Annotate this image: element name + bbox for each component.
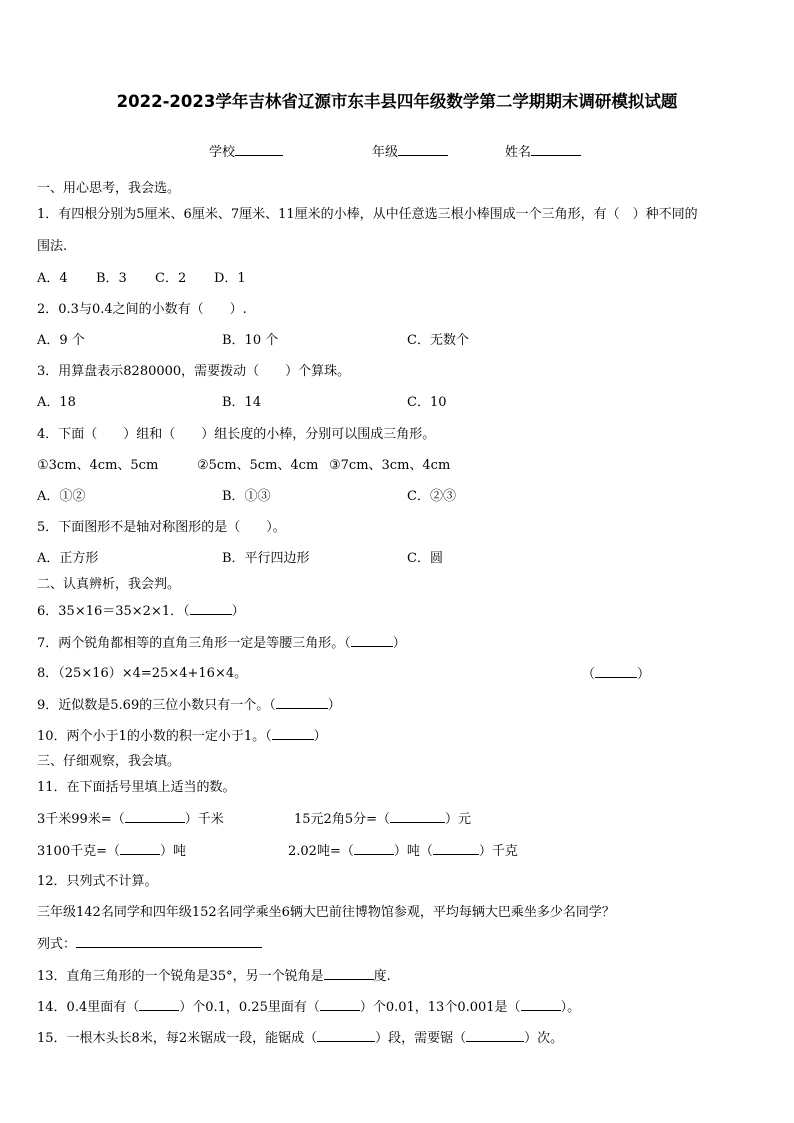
q14-part-c: ）个0.01，13个0.001是（ (359, 1000, 521, 1015)
q8-close: ） (637, 667, 651, 682)
q11-item-c (37, 843, 186, 860)
q3-text: 3．用算盘表示8280000，需要拨动（ ）个算珠。 (37, 364, 351, 379)
q11-item-d (288, 843, 518, 860)
q10-close: ） (313, 729, 327, 744)
q11-c-post: ）吨 (159, 844, 186, 859)
q11-c-blank (120, 843, 160, 855)
name-blank (531, 143, 581, 156)
q10-blank (272, 728, 314, 740)
q12-answer-line (37, 936, 262, 953)
q4-option-b: B．①③ (222, 489, 271, 504)
q14-blank-2 (320, 999, 360, 1011)
q4-text: 4．下面（ ）组和（ ）组长度的小棒，分别可以围成三角形。 (37, 427, 436, 442)
school-label: 学校 (209, 145, 236, 160)
q5-option-a: A．正方形 (37, 551, 99, 566)
q14-part-d: ）。 (560, 1000, 581, 1015)
q14-part-b: ）个0.1，0.25里面有（ (179, 1000, 320, 1015)
grade-label: 年级 (372, 145, 399, 160)
q13-blank (324, 968, 374, 980)
q11-c-pre: 3100千克=（ (37, 844, 120, 859)
section-3-heading: 三、仔细观察，我会填。 (37, 754, 181, 769)
q8-text: 8．（25×16）×4=25×4+16×4。 (37, 666, 248, 681)
q6-line (37, 603, 245, 620)
q11-a-post: ）千米 (184, 812, 224, 827)
q4-group-1: ①3cm、4cm、5cm (37, 458, 159, 473)
q12-problem: 三年级142名同学和四年级152名同学乘坐6辆大巴前往博物馆参观，平均每辆大巴乘坐多少名同学？ (37, 905, 615, 920)
q14-line (37, 999, 580, 1016)
q6-text: 6．35×16＝35×2×1．（ (37, 604, 190, 619)
q12-answer-blank (76, 936, 262, 948)
q1-option-b: B．3 (96, 271, 127, 286)
name-field (505, 141, 581, 160)
q1-line1: 1．有四根分别为5厘米、6厘米、7厘米、11厘米的小棒，从中任意选三根小棒围成一个三角形，有（ ）种不同的 (37, 207, 698, 222)
q11-a-pre: 3千米99米=（ (37, 812, 125, 827)
q10-text: 10．两个小于1的小数的积一定小于1。（ (37, 729, 272, 744)
q11-a-blank (125, 811, 185, 823)
q11-d-mid: ）吨（ (393, 844, 433, 859)
grade-field (372, 141, 448, 160)
q11-text: 11．在下面括号里填上适当的数。 (37, 780, 236, 795)
q8-paren-open: （ (582, 667, 596, 682)
q14-blank-1 (139, 999, 179, 1011)
q1-option-c: C．2 (155, 271, 187, 286)
q11-b-pre: 15元2角5分=（ (294, 812, 390, 827)
q11-d-post: ）千克 (478, 844, 518, 859)
name-label: 姓名 (505, 145, 532, 160)
q10-line (37, 728, 327, 745)
q9-close: ） (327, 698, 341, 713)
q4-group-2: ②5cm、5cm、4cm (197, 458, 319, 473)
q2-text: 2．0.3与0.4之间的小数有（ ）. (37, 302, 247, 317)
section-1-heading: 一、用心思考，我会选。 (37, 181, 181, 196)
q14-part-a: 14．0.4里面有（ (37, 1000, 140, 1015)
q2-option-c: C．无数个 (407, 333, 469, 348)
q15-part-b: ）段，需要锯（ (375, 1031, 467, 1046)
q6-blank (190, 603, 232, 615)
q2-option-b: B．10 个 (222, 333, 279, 348)
page-title: 2022-2023学年吉林省辽源市东丰县四年级数学第二学期期末调研模拟试题 (116, 92, 678, 111)
q7-close: ） (392, 636, 406, 651)
q6-close: ） (231, 604, 245, 619)
q7-line (37, 635, 406, 652)
q15-line (37, 1030, 563, 1047)
school-blank (235, 143, 283, 156)
q7-blank (351, 635, 393, 647)
q15-part-a: 15．一根木头长8米，每2米锯成一段，能锯成（ (37, 1031, 318, 1046)
q3-option-c: C．10 (407, 395, 447, 410)
q7-text: 7．两个锐角都相等的直角三角形一定是等腰三角形。（ (37, 636, 351, 651)
q4-option-a: A．①② (37, 489, 86, 504)
q11-b-blank (390, 811, 445, 823)
q11-d-pre: 2.02吨=（ (288, 844, 354, 859)
q13-post: 度. (373, 969, 391, 984)
q11-d-blank-2 (433, 843, 479, 855)
q13-line (37, 968, 391, 985)
school-field (209, 141, 283, 160)
section-2-heading: 二、认真辨析，我会判。 (37, 577, 181, 592)
grade-blank (398, 143, 448, 156)
q15-part-c: ）次。 (524, 1031, 564, 1046)
q5-option-b: B．平行四边形 (222, 551, 310, 566)
q12-answer-label: 列式： (37, 937, 77, 952)
q5-text: 5．下面图形不是轴对称图形的是（ ）。 (37, 520, 286, 535)
q3-option-b: B．14 (222, 395, 262, 410)
q8-answer (582, 666, 650, 683)
q15-blank-1 (317, 1030, 375, 1042)
q15-blank-2 (466, 1030, 524, 1042)
q4-group-3: ③7cm、3cm、4cm (329, 458, 451, 473)
q1-option-a: A．4 (37, 271, 68, 286)
q11-b-post: ）元 (444, 812, 471, 827)
q9-text: 9．近似数是5.69的三位小数只有一个。（ (37, 698, 276, 713)
q14-blank-3 (521, 999, 561, 1011)
q5-option-c: C．圆 (407, 551, 443, 566)
q2-option-a: A．9 个 (37, 333, 85, 348)
q11-d-blank-1 (354, 843, 394, 855)
q9-blank (276, 697, 328, 709)
q11-item-a (37, 811, 224, 828)
q13-pre: 13．直角三角形的一个锐角是35°，另一个锐角是 (37, 969, 324, 984)
q8-blank (595, 666, 637, 678)
q4-option-c: C．②③ (407, 489, 456, 504)
q1-line2: 围法. (37, 239, 68, 254)
q9-line (37, 697, 341, 714)
q3-option-a: A．18 (37, 395, 76, 410)
q1-option-d: D．1 (214, 271, 246, 286)
q11-item-b (294, 811, 471, 828)
q12-text: 12．只列式不计算。 (37, 874, 158, 889)
